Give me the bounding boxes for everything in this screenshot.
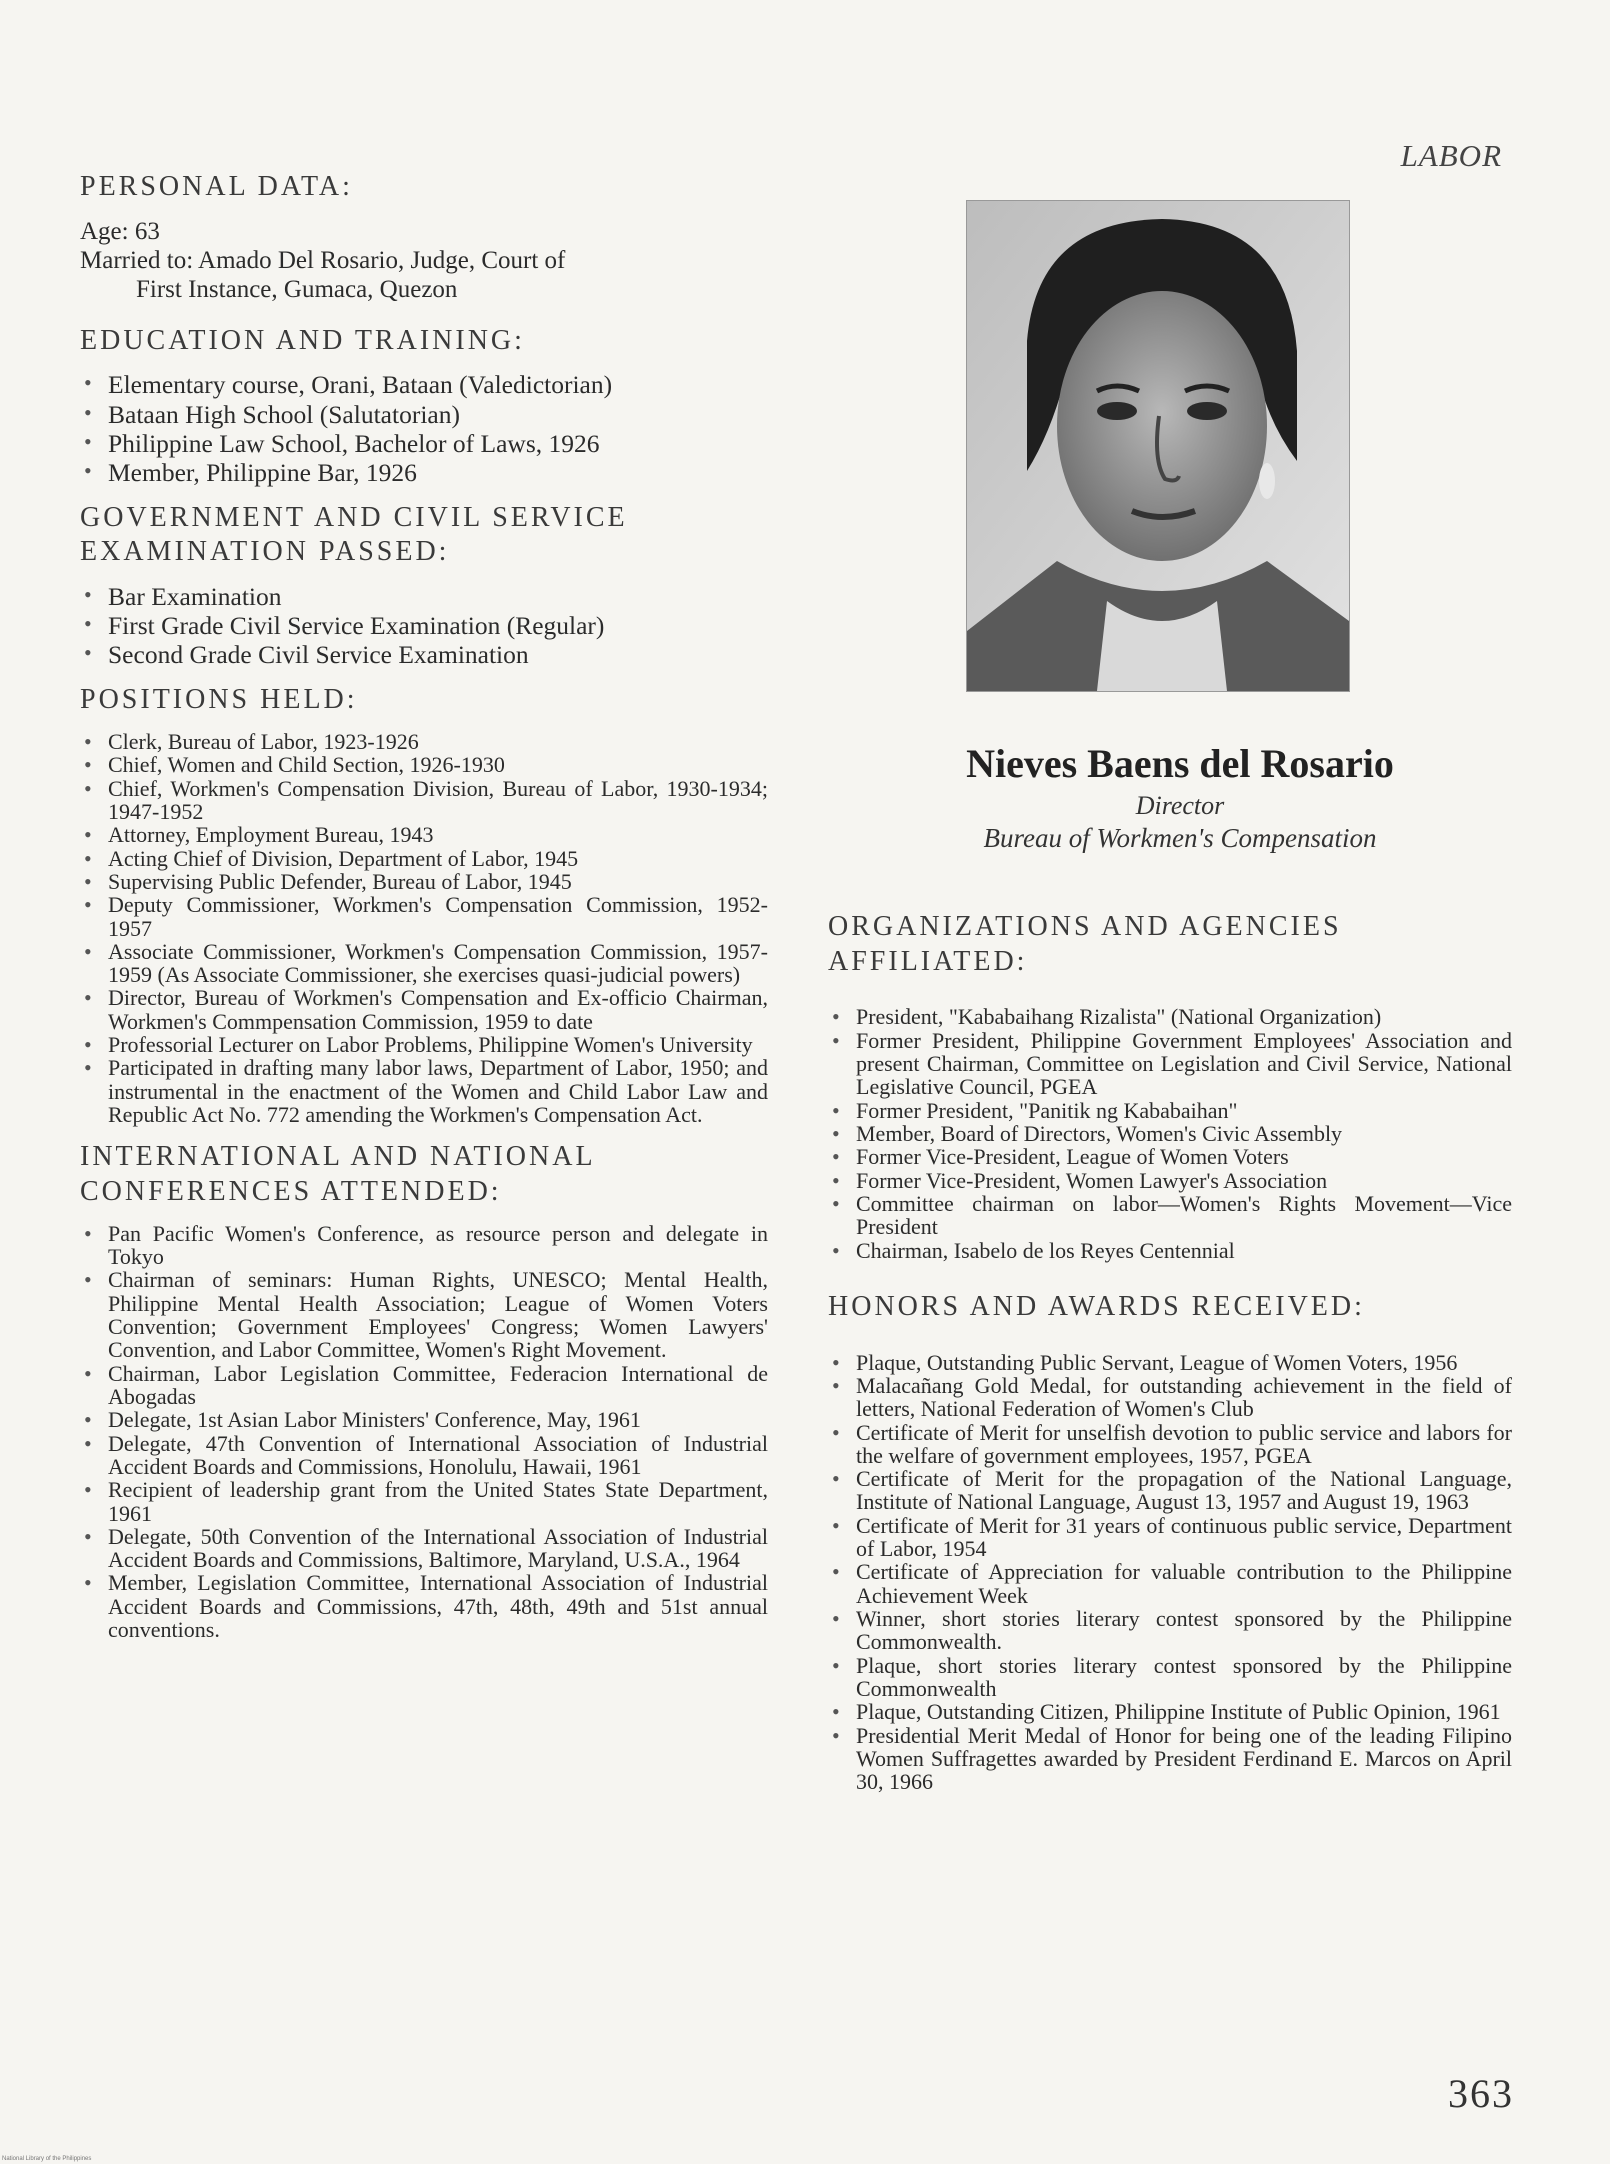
- page-number: 363: [1448, 2071, 1514, 2116]
- list-item: • Professorial Lecturer on Labor Problems, Philippine Women's University: [80, 1033, 768, 1056]
- exams-heading: [80, 501, 768, 570]
- list-item: • Certificate of Appreciation for valuable contribution to the Philippine Achievement Week: [828, 1560, 1512, 1607]
- list-item: • Former Vice-President, League of Women Voters: [828, 1145, 1512, 1168]
- education-heading: EDUCATION AND TRAINING:: [80, 324, 525, 356]
- honors-heading: HONORS AND AWARDS RECEIVED:: [828, 1290, 1365, 1322]
- list-item: • Former Vice-President, Women Lawyer's Association: [828, 1169, 1512, 1192]
- person-office: Bureau of Workmen's Compensation: [983, 823, 1377, 853]
- organizations-heading-line1: ORGANIZATIONS AND AGENCIES: [828, 911, 1342, 942]
- list-item: • President, "Kababaihang Rizalista" (National Organization): [828, 1005, 1512, 1028]
- list-item: • Recipient of leadership grant from the United States State Department, 1961: [80, 1478, 768, 1525]
- list-item: • Chief, Workmen's Compensation Division, Bureau of Labor, 1930-1934; 1947-1952: [80, 777, 768, 824]
- right-column: [828, 910, 1512, 1808]
- list-item: • Member, Philippine Bar, 1926: [80, 458, 768, 487]
- list-item: • Chairman, Isabelo de los Reyes Centennial: [828, 1239, 1512, 1262]
- list-item: • Chairman of seminars: Human Rights, UNESCO; Mental Health, Philippine Mental Health Association; League of Women Voters Convention; Government Employees' Congress; Women Lawyers' Convention, and Labor Committee, Women's Right Movement.: [80, 1268, 768, 1361]
- exams-heading-line1: GOVERNMENT AND CIVIL SERVICE: [80, 501, 628, 533]
- organizations-heading-line2: AFFILIATED:: [828, 945, 1028, 977]
- list-item: • Former President, Philippine Government Employees' Association and present Chairman, Committee on Legislation and Civil Service, National Legislative Council, PGEA: [828, 1029, 1512, 1099]
- list-item: • Malacañang Gold Medal, for outstanding achievement in the field of letters, National Federation of Women's Club: [828, 1374, 1512, 1421]
- list-item: • Certificate of Merit for unselfish devotion to public service and labors for the welfare of government employees, 1957, PGEA: [828, 1421, 1512, 1468]
- profile-block: [848, 740, 1512, 854]
- age-text: Age: 63: [80, 217, 160, 245]
- list-item: • Pan Pacific Women's Conference, as resource person and delegate in Tokyo: [80, 1222, 768, 1269]
- list-item: • Supervising Public Defender, Bureau of Labor, 1945: [80, 870, 768, 893]
- list-item: • Associate Commissioner, Workmen's Compensation Commission, 1957-1959 (As Associate Commissioner, she exercises quasi-judicial powers): [80, 940, 768, 987]
- person-title: Director: [1135, 791, 1225, 820]
- list-item: • Deputy Commissioner, Workmen's Compensation Commission, 1952-1957: [80, 893, 768, 940]
- list-item: • Delegate, 50th Convention of the International Association of Industrial Accident Boards and Commissions, Baltimore, Maryland, U.S.A., 1964: [80, 1525, 768, 1572]
- conferences-heading-line1: INTERNATIONAL AND NATIONAL: [80, 1141, 596, 1173]
- list-item: • Director, Bureau of Workmen's Compensation and Ex-officio Chairman, Workmen's Commpensation Commission, 1959 to date: [80, 986, 768, 1033]
- list-item: • Certificate of Merit for the propagation of the National Language, Institute of National Language, August 13, 1957 and August 19, 1963: [828, 1467, 1512, 1514]
- list-item: • Philippine Law School, Bachelor of Laws, 1926: [80, 429, 768, 458]
- list-item: • Member, Legislation Committee, International Association of Industrial Accident Boards and Commissions, 47th, 48th, 49th and 51st annual conventions.: [80, 1571, 768, 1641]
- list-item: • Acting Chief of Division, Department of Labor, 1945: [80, 847, 768, 870]
- list-item: • First Grade Civil Service Examination (Regular): [80, 611, 768, 640]
- list-item: • Certificate of Merit for 31 years of continuous public service, Department of Labor, 1954: [828, 1514, 1512, 1561]
- section-label: LABOR: [1400, 138, 1502, 173]
- list-item: • Chief, Women and Child Section, 1926-1930: [80, 753, 768, 776]
- organizations-list: [828, 1005, 1512, 1261]
- list-item: • Delegate, 47th Convention of International Association of Industrial Accident Boards and Commissions, Honolulu, Hawaii, 1961: [80, 1432, 768, 1479]
- list-item: • Committee chairman on labor—Women's Rights Movement—Vice President: [828, 1192, 1512, 1239]
- list-item: • Participated in drafting many labor laws, Department of Labor, 1950; and instrumental in the enactment of the Women and Child Labor Law and Republic Act No. 772 amending the Workmen's Compensation Act.: [80, 1056, 768, 1126]
- list-item: • Plaque, Outstanding Citizen, Philippine Institute of Public Opinion, 1961: [828, 1700, 1512, 1723]
- conferences-heading-line2: CONFERENCES ATTENDED:: [80, 1176, 502, 1208]
- list-item: • Clerk, Bureau of Labor, 1923-1926: [80, 730, 768, 753]
- honors-list: [828, 1351, 1512, 1794]
- exams-list: [80, 582, 768, 669]
- list-item: • Chairman, Labor Legislation Committee, Federacion International de Abogadas: [80, 1362, 768, 1409]
- conferences-heading: [80, 1140, 768, 1209]
- portrait-photo: [966, 200, 1350, 692]
- list-item: • Delegate, 1st Asian Labor Ministers' Conference, May, 1961: [80, 1408, 768, 1431]
- organizations-heading: [828, 910, 1512, 979]
- list-item: • Elementary course, Orani, Bataan (Valedictorian): [80, 370, 768, 399]
- list-item: • Plaque, Outstanding Public Servant, League of Women Voters, 1956: [828, 1351, 1512, 1374]
- married-text: [80, 246, 768, 304]
- positions-list: [80, 730, 768, 1126]
- positions-heading: POSITIONS HELD:: [80, 684, 358, 716]
- list-item: • Bar Examination: [80, 582, 768, 611]
- list-item: • Second Grade Civil Service Examination: [80, 640, 768, 669]
- list-item: • Member, Board of Directors, Women's Civic Assembly: [828, 1122, 1512, 1145]
- married-line2: First Instance, Gumaca, Quezon: [136, 275, 458, 303]
- person-name: Nieves Baens del Rosario: [966, 741, 1394, 786]
- conferences-list: [80, 1222, 768, 1642]
- exams-heading-line2: EXAMINATION PASSED:: [80, 536, 450, 568]
- list-item: • Presidential Merit Medal of Honor for being one of the leading Filipino Women Suffragettes awarded by President Ferdinand E. Marcos on April 30, 1966: [828, 1724, 1512, 1794]
- personal-data-heading: PERSONAL DATA:: [80, 171, 353, 202]
- education-list: [80, 370, 768, 486]
- list-item: • Former President, "Panitik ng Kababaihan": [828, 1099, 1512, 1122]
- married-line1: Married to: Amado Del Rosario, Judge, Court of: [80, 246, 566, 274]
- list-item: • Attorney, Employment Bureau, 1943: [80, 823, 768, 846]
- list-item: • Winner, short stories literary contest sponsored by the Philippine Commonwealth.: [828, 1607, 1512, 1654]
- list-item: • Bataan High School (Salutatorian): [80, 400, 768, 429]
- list-item: • Plaque, short stories literary contest sponsored by the Philippine Commonwealth: [828, 1654, 1512, 1701]
- left-column: [80, 170, 768, 1655]
- footer-credit: National Library of the Philippines: [2, 2156, 92, 2162]
